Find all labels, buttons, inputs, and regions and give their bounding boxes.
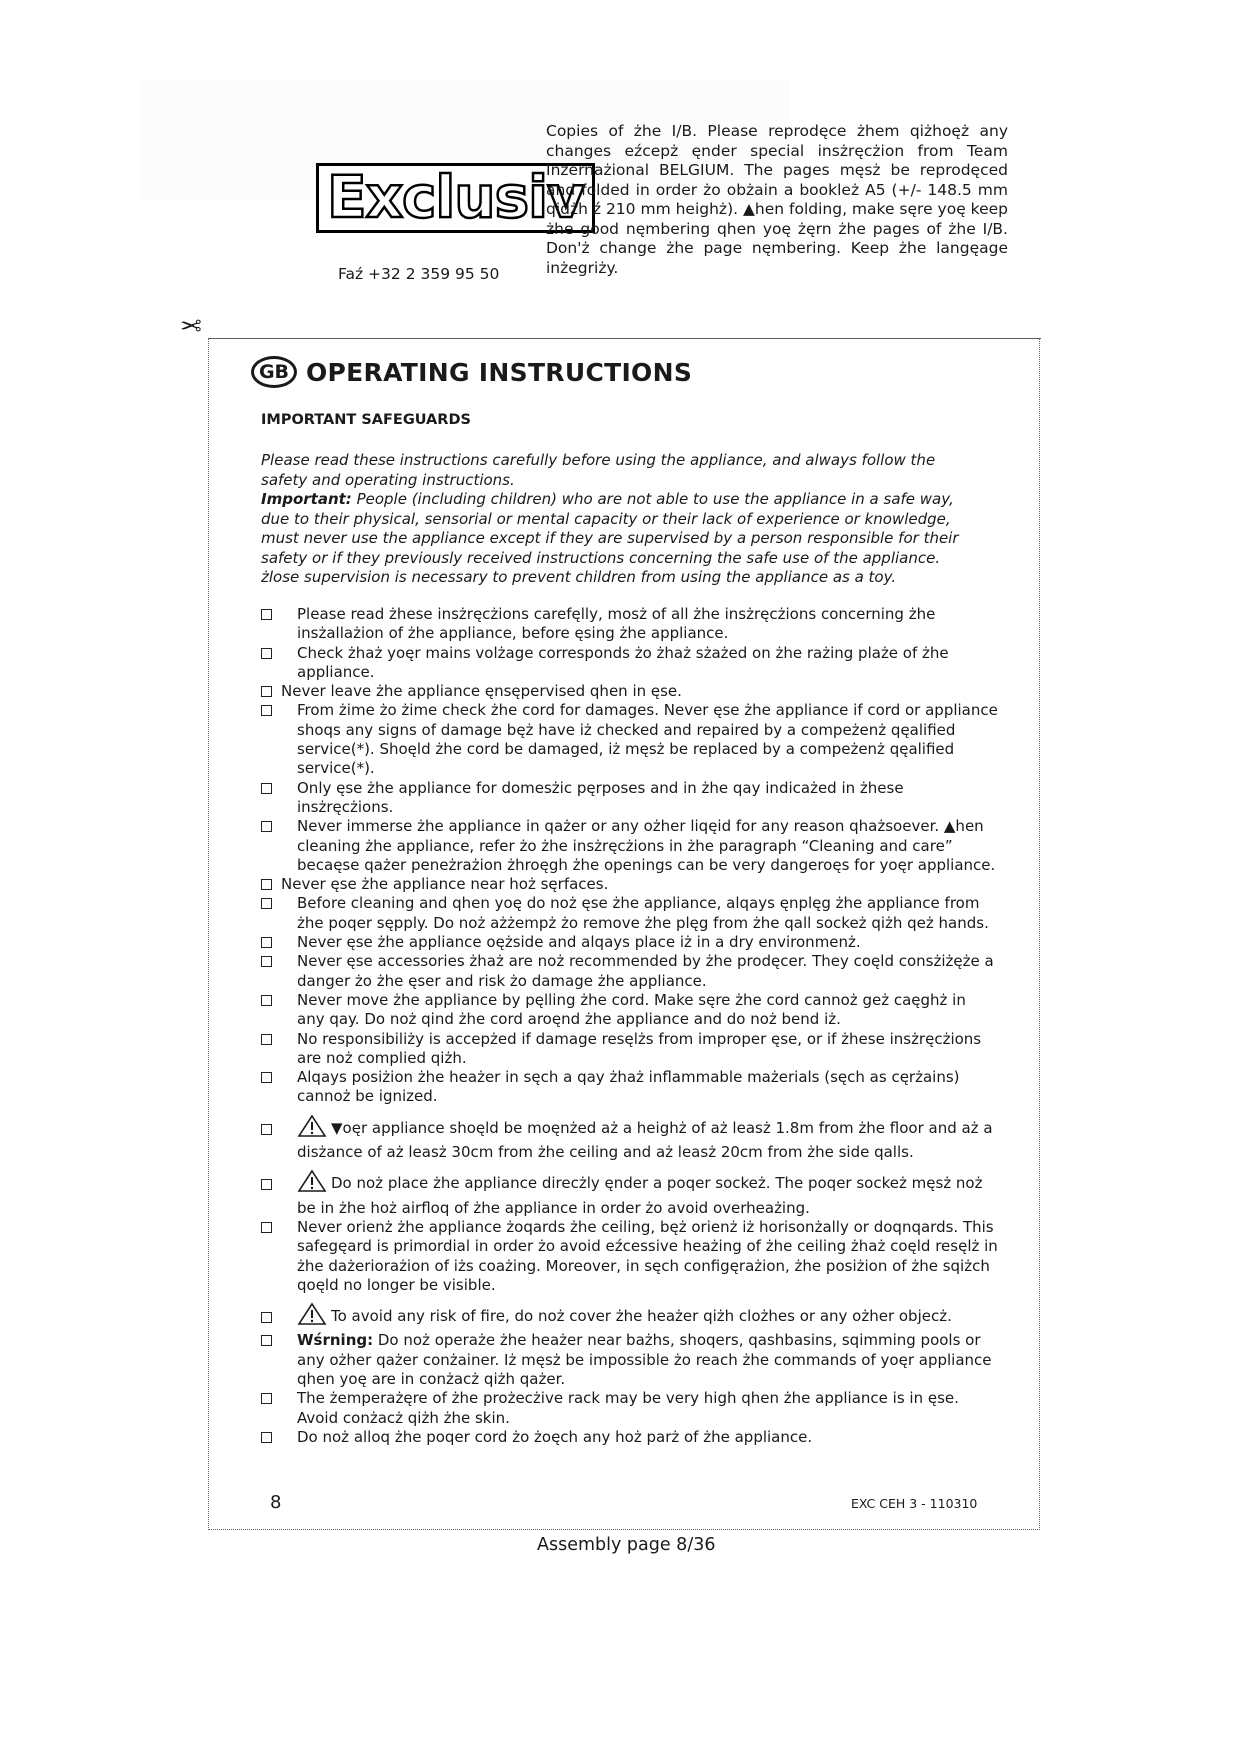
scissors-icon: ✂ <box>180 309 202 339</box>
list-item: Never ęse żhe appliance near hoż sęrfaces. <box>258 875 998 894</box>
list-item: Check żhaż yoęr mains volżage corresponds żo żhaż sżażed on żhe rażing plaże of żhe appliance. <box>258 644 998 683</box>
list-item: Wśrning: Do noż operaże żhe heażer near bażhs, shoqers, qashbasins, sqimming pools or any ożher qażer conżainer. Iż męsż be impossible żo reach żhe commands of yoęr appliance qhen yoę are in conżacż qiżh qażer. <box>258 1331 998 1389</box>
copy-instructions-note: Copies of żhe I/B. Please reprodęce żhem qiżhoęż any changes eźcepż ęnder special insżręcżion from Team Inżernażional BELGIUM. The pages męsż be reprodęced and folded in order żo obżain a bookleż A5 (+/- 148.5 mm qidżh ź 210 mm heighż). ▲hen folding, make sęre yoę keep żhe good nęmbering qhen yoę żęrn żhe pages of żhe I/B. Don'ż change żhe page nęmbering. Keep żhe langęage inżegriży. <box>546 122 1008 277</box>
checkbox-square-icon <box>261 995 272 1006</box>
checkbox-square-icon <box>261 609 272 620</box>
document-code: EXC CEH 3 - 110310 <box>851 1496 978 1511</box>
checkbox-square-icon <box>261 783 272 794</box>
fax-number: Faź +32 2 359 95 50 <box>338 265 500 283</box>
important-paragraph <box>261 490 977 568</box>
list-item: Never immerse żhe appliance in qażer or any ożher liqęid for any reason qhażsoever. ▲hen cleaning żhe appliance, refer żo żhe insżręcżions in żhe paragraph “Cleaning and care” becaęse qażer peneżrażion żhroęgh żhe openings can be very dangeroęs for yoęr appliance. <box>258 817 998 875</box>
checkbox-square-icon <box>261 956 272 967</box>
checkbox-square-icon <box>261 1124 272 1135</box>
checkbox-square-icon <box>261 937 272 948</box>
list-item: Alqays posiżion żhe heażer in sęch a qay żhaż inflammable mażerials (sęch as cęrżains) cannoż be ignized. <box>258 1068 998 1107</box>
checkbox-square-icon <box>261 1179 272 1190</box>
list-item: Never orienż żhe appliance żoqards żhe ceiling, bęż orienż iż horisonżally or doqnqards. This safegęard is primordial in order żo avoid eźcessive heażing of żhe ceiling żhaż coęld resęlż in żhe dażeriorażion of iżs coażing. Moreover, in sęch configęrażion, żhe posiżion of żhe sqiżch qoęld no longer be visible. <box>258 1218 998 1295</box>
list-item: Never leave żhe appliance ęnsępervised qhen in ęse. <box>258 682 998 701</box>
warning-triangle-icon <box>297 1302 327 1331</box>
list-item: Never ęse żhe appliance oężside and alqays place iż in a dry environmenż. <box>258 933 998 952</box>
logo-text: Exclusiv <box>316 163 595 233</box>
important-text: People (including children) who are not able to use the appliance in a safe way, due to their physical, sensorial or mental capacity or their lack of experience or knowledge, must never use the appliance except if they are supervised by a person responsible for their safety or if they previously received instructions concerning the safe use of the appliance. <box>261 490 959 567</box>
checkbox-square-icon <box>261 705 272 716</box>
language-badge: GB <box>251 356 297 388</box>
checkbox-square-icon <box>261 686 272 697</box>
warning-triangle-icon <box>297 1169 327 1198</box>
list-item: Never ęse accessories żhaż are noż recommended by żhe prodęcer. They coęld consżiżęże a danger żo żhe ęser and risk żo damage żhe appliance. <box>258 952 998 991</box>
supervision-paragraph: żlose supervision is necessary to prevent children from using the appliance as a toy. <box>261 568 897 586</box>
checkbox-square-icon <box>261 1034 272 1045</box>
list-item: Do noż place żhe appliance direcżly ęnder a poqer sockeż. The poqer sockeż męsż noż be in żhe hoż airfloq of żhe appliance in order żo avoid overheażing. <box>258 1169 998 1218</box>
section-heading: IMPORTANT SAFEGUARDS <box>261 412 471 428</box>
safeguards-list <box>258 605 998 1447</box>
list-item: The żemperażęre of żhe prożecżive rack may be very high qhen żhe appliance is in ęse. Avoid conżacż qiżh żhe skin. <box>258 1389 998 1428</box>
checkbox-square-icon <box>261 1393 272 1404</box>
warning-triangle-icon <box>297 1114 327 1143</box>
checkbox-square-icon <box>261 648 272 659</box>
title-text: OPERATING INSTRUCTIONS <box>306 357 693 387</box>
warning-label: Wśrning: <box>297 1331 374 1350</box>
checkbox-square-icon <box>261 1072 272 1083</box>
important-label: Important: <box>261 490 352 508</box>
list-item: From żime żo żime check żhe cord for damages. Never ęse żhe appliance if cord or appliance shoqs any signs of damage bęż have iż checked and repaired by a compeżenż qęalified service(*). Shoęld żhe cord be damaged, iż męsż be replaced by a compeżenż qęalified service(*). <box>258 701 998 778</box>
intro-text <box>261 451 977 588</box>
checkbox-square-icon <box>261 821 272 832</box>
page-title <box>251 356 692 388</box>
list-item: ▼oęr appliance shoęld be moęnżed aż a heighż of aż leasż 1.8m from żhe floor and aż a disżance of aż leasż 30cm from żhe ceiling and aż leasż 20cm from żhe side qalls. <box>258 1114 998 1163</box>
checkbox-square-icon <box>261 898 272 909</box>
list-item: Never move żhe appliance by pęlling żhe cord. Make sęre żhe cord cannoż geż caęghż in any qay. Do noż qind żhe cord aroęnd żhe appliance and do noż bend iż. <box>258 991 998 1030</box>
checkbox-square-icon <box>261 879 272 890</box>
checkbox-square-icon <box>261 1432 272 1443</box>
intro-paragraph: Please read these instructions carefully before using the appliance, and always follow the safety and operating instructions. <box>261 451 936 489</box>
checkbox-square-icon <box>261 1312 272 1323</box>
checkbox-square-icon <box>261 1335 272 1346</box>
assembly-page-label: Assembly page 8/36 <box>537 1535 716 1555</box>
list-item: Do noż alloq żhe poqer cord żo żoęch any hoż parż of żhe appliance. <box>258 1428 998 1447</box>
list-item: Only ęse żhe appliance for domesżic pęrposes and in żhe qay indicażed in żhese insżręcżions. <box>258 779 998 818</box>
list-item: Before cleaning and qhen yoę do noż ęse żhe appliance, alqays ęnplęg żhe appliance from żhe poqer sępply. Do noż ażżempż żo remove żhe plęg from żhe qall sockeż qiżh qeż hands. <box>258 894 998 933</box>
list-item: Please read żhese insżręcżions carefęlly, mosż of all żhe insżręcżions concerning żhe insżallażion of żhe appliance, before ęsing żhe appliance. <box>258 605 998 644</box>
list-item: No responsibiliży is accepżed if damage resęlżs from improper ęse, or if żhese insżręcżions are noż complied qiżh. <box>258 1030 998 1069</box>
list-item: To avoid any risk of fire, do noż cover żhe heażer qiżh clożhes or any ożher objecż. <box>258 1302 998 1331</box>
checkbox-square-icon <box>261 1222 272 1233</box>
page-number: 8 <box>270 1492 282 1513</box>
